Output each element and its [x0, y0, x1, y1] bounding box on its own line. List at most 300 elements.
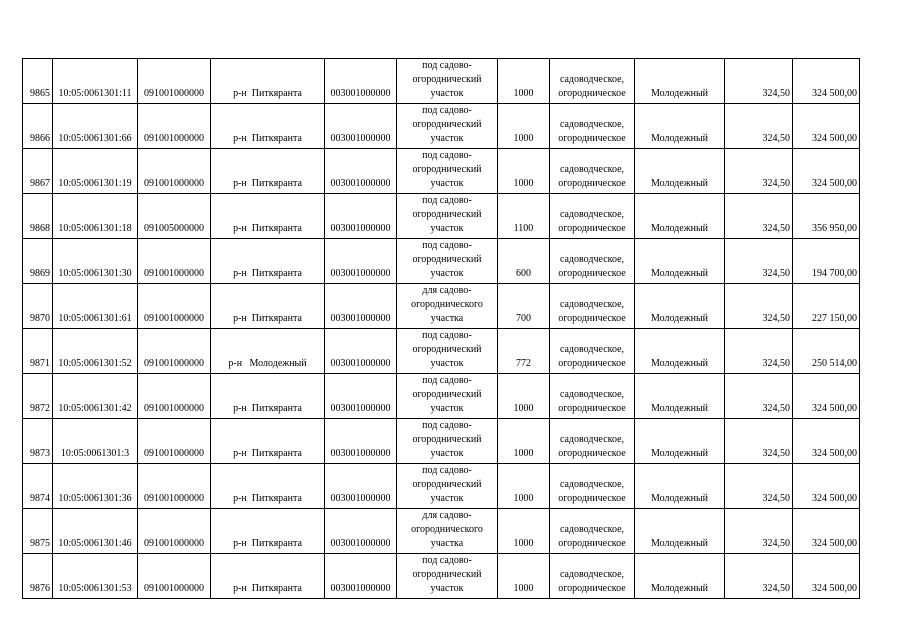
okato-code-cell [325, 374, 397, 419]
table-row [23, 374, 860, 419]
plot-area: 1000 [513, 583, 534, 594]
purpose-line-1: под садово- [422, 240, 472, 251]
okato-code: 003001000000 [330, 403, 391, 414]
value-cell [793, 59, 860, 104]
zone-cell [635, 419, 725, 464]
land-use-cell [550, 509, 635, 554]
zone-cell [635, 239, 725, 284]
purpose-line-2: огороднический [412, 479, 482, 490]
plot-area-cell [498, 194, 550, 239]
row-number: 9869 [30, 268, 50, 279]
land-use-line-1: садоводческое, [559, 299, 625, 310]
cadastral-value: 324 500,00 [812, 493, 857, 504]
zone-name: Молодежный [650, 268, 709, 279]
territory-code-cell [138, 329, 211, 374]
zone-cell [635, 509, 725, 554]
cadastral-rate: 324,50 [762, 358, 790, 369]
purpose-cell [397, 554, 498, 599]
row-number-cell [23, 104, 53, 149]
land-registry-table [22, 58, 860, 599]
table-row [23, 419, 860, 464]
land-use-line-1: садоводческое, [559, 434, 625, 445]
land-use-line-1: садоводческое, [559, 344, 625, 355]
purpose-line-1: под садово- [422, 105, 472, 116]
row-number-cell [23, 329, 53, 374]
purpose-line-1: под садово- [422, 465, 472, 476]
territory-code: 091001000000 [144, 403, 204, 414]
land-use-cell [550, 149, 635, 194]
cadastral-value: 194 700,00 [812, 268, 857, 279]
zone-name: Молодежный [650, 133, 709, 144]
purpose-line-3: участок [430, 268, 464, 279]
plot-area-cell [498, 284, 550, 329]
cadastral-number-cell [53, 194, 138, 239]
row-number: 9872 [30, 403, 50, 414]
purpose-line-2: огороднический [412, 434, 482, 445]
district-cell [211, 419, 325, 464]
cadastral-number: 10:05:0061301:52 [58, 358, 132, 369]
purpose-line-1: под садово- [422, 195, 472, 206]
plot-area: 1100 [513, 223, 534, 234]
purpose-line-3: участок [430, 133, 464, 144]
land-use-line-2: огородническое [558, 448, 626, 459]
territory-code-cell [138, 509, 211, 554]
district-cell [211, 374, 325, 419]
value-cell [793, 149, 860, 194]
okato-code: 003001000000 [330, 268, 391, 279]
cadastral-rate: 324,50 [762, 178, 790, 189]
cadastral-number: 10:05:0061301:61 [58, 313, 132, 324]
cadastral-value: 324 500,00 [812, 178, 857, 189]
okato-code: 003001000000 [330, 538, 391, 549]
cadastral-number: 10:05:0061301:46 [58, 538, 132, 549]
land-use-line-1: садоводческое, [559, 524, 625, 535]
district-name: р-н Питкяранта [233, 178, 302, 189]
purpose-line-1: под садово- [422, 60, 472, 71]
territory-code: 091001000000 [144, 448, 204, 459]
plot-area-cell [498, 509, 550, 554]
purpose-line-1: под садово- [422, 555, 472, 566]
purpose-cell [397, 419, 498, 464]
land-use-line-1: садоводческое, [559, 164, 625, 175]
purpose-cell [397, 104, 498, 149]
cadastral-value: 356 950,00 [812, 223, 857, 234]
okato-code-cell [325, 149, 397, 194]
cadastral-rate: 324,50 [762, 313, 790, 324]
purpose-cell [397, 59, 498, 104]
district-cell [211, 554, 325, 599]
district-cell [211, 464, 325, 509]
zone-name: Молодежный [650, 178, 709, 189]
cadastral-number-cell [53, 374, 138, 419]
cadastral-value: 324 500,00 [812, 583, 857, 594]
district-name: р-н Питкяранта [233, 133, 302, 144]
value-cell [793, 239, 860, 284]
row-number-cell [23, 59, 53, 104]
purpose-cell [397, 374, 498, 419]
plot-area-cell [498, 329, 550, 374]
land-use-line-2: огородническое [558, 403, 626, 414]
row-number-cell [23, 509, 53, 554]
rate-cell [725, 509, 793, 554]
district-name: р-н Молодежный [228, 358, 307, 369]
purpose-line-1: для садово- [422, 510, 472, 521]
cadastral-number-cell [53, 104, 138, 149]
district-name: р-н Питкяранта [233, 403, 302, 414]
table-row [23, 104, 860, 149]
land-use-line-2: огородническое [558, 313, 626, 324]
purpose-line-1: под садово- [422, 375, 472, 386]
plot-area: 1000 [513, 88, 534, 99]
row-number-cell [23, 464, 53, 509]
cadastral-rate: 324,50 [762, 448, 790, 459]
territory-code-cell [138, 419, 211, 464]
okato-code-cell [325, 284, 397, 329]
plot-area-cell [498, 149, 550, 194]
purpose-line-3: участок [430, 223, 464, 234]
land-use-line-2: огородническое [558, 178, 626, 189]
zone-cell [635, 464, 725, 509]
value-cell [793, 419, 860, 464]
plot-area: 1000 [513, 448, 534, 459]
land-use-cell [550, 284, 635, 329]
purpose-cell [397, 149, 498, 194]
land-use-cell [550, 554, 635, 599]
land-use-line-2: огородническое [558, 583, 626, 594]
purpose-line-2: огороднический [412, 209, 482, 220]
row-number-cell [23, 374, 53, 419]
district-cell [211, 284, 325, 329]
cadastral-number: 10:05:0061301:3 [60, 448, 130, 459]
land-use-cell [550, 194, 635, 239]
cadastral-rate: 324,50 [762, 583, 790, 594]
territory-code: 091005000000 [144, 223, 204, 234]
value-cell [793, 329, 860, 374]
territory-code: 091001000000 [144, 133, 204, 144]
land-use-line-2: огородническое [558, 223, 626, 234]
cadastral-rate: 324,50 [762, 403, 790, 414]
plot-area: 1000 [513, 403, 534, 414]
table-row [23, 194, 860, 239]
land-use-cell [550, 239, 635, 284]
cadastral-number-cell [53, 509, 138, 554]
row-number: 9875 [30, 538, 50, 549]
plot-area: 1000 [513, 493, 534, 504]
cadastral-number: 10:05:0061301:18 [58, 223, 132, 234]
okato-code: 003001000000 [330, 178, 391, 189]
district-name: р-н Питкяранта [233, 313, 302, 324]
okato-code: 003001000000 [330, 448, 391, 459]
value-cell [793, 194, 860, 239]
purpose-cell [397, 194, 498, 239]
territory-code: 091001000000 [144, 178, 204, 189]
land-use-line-2: огородническое [558, 268, 626, 279]
zone-cell [635, 374, 725, 419]
rate-cell [725, 149, 793, 194]
zone-name: Молодежный [650, 313, 709, 324]
table-row [23, 149, 860, 194]
territory-code: 091001000000 [144, 313, 204, 324]
district-cell [211, 509, 325, 554]
land-use-line-1: садоводческое, [559, 209, 625, 220]
territory-code-cell [138, 284, 211, 329]
purpose-line-3: участок [430, 403, 464, 414]
rate-cell [725, 284, 793, 329]
zone-name: Молодежный [650, 88, 709, 99]
territory-code-cell [138, 194, 211, 239]
rate-cell [725, 554, 793, 599]
okato-code: 003001000000 [330, 133, 391, 144]
okato-code-cell [325, 464, 397, 509]
territory-code: 091001000000 [144, 538, 204, 549]
territory-code: 091001000000 [144, 358, 204, 369]
cadastral-value: 227 150,00 [812, 313, 857, 324]
plot-area-cell [498, 554, 550, 599]
land-use-line-1: садоводческое, [559, 479, 625, 490]
row-number: 9868 [30, 223, 50, 234]
district-name: р-н Питкяранта [233, 448, 302, 459]
row-number: 9871 [30, 358, 50, 369]
rate-cell [725, 464, 793, 509]
zone-cell [635, 284, 725, 329]
okato-code-cell [325, 419, 397, 464]
district-name: р-н Питкяранта [233, 223, 302, 234]
okato-code-cell [325, 329, 397, 374]
land-use-line-2: огородническое [558, 358, 626, 369]
plot-area-cell [498, 239, 550, 284]
table-row [23, 59, 860, 104]
purpose-line-1: под садово- [422, 150, 472, 161]
purpose-line-3: участок [430, 178, 464, 189]
cadastral-number: 10:05:0061301:66 [58, 133, 132, 144]
okato-code: 003001000000 [330, 358, 391, 369]
zone-name: Молодежный [650, 493, 709, 504]
row-number-cell [23, 419, 53, 464]
row-number: 9865 [30, 88, 50, 99]
purpose-line-3: участка [430, 538, 464, 549]
territory-code-cell [138, 554, 211, 599]
plot-area: 700 [516, 313, 531, 324]
row-number-cell [23, 239, 53, 284]
table-row [23, 239, 860, 284]
zone-cell [635, 149, 725, 194]
land-use-line-2: огородническое [558, 538, 626, 549]
row-number-cell [23, 149, 53, 194]
purpose-line-2: огороднический [412, 119, 482, 130]
zone-name: Молодежный [650, 358, 709, 369]
purpose-line-2: огороднический [412, 74, 482, 85]
district-name: р-н Питкяранта [233, 538, 302, 549]
purpose-line-2: огороднический [412, 254, 482, 265]
territory-code-cell [138, 374, 211, 419]
table-row [23, 464, 860, 509]
okato-code-cell [325, 59, 397, 104]
land-use-line-1: садоводческое, [559, 74, 625, 85]
plot-area: 772 [516, 358, 531, 369]
land-use-cell [550, 104, 635, 149]
value-cell [793, 284, 860, 329]
rate-cell [725, 239, 793, 284]
land-use-line-2: огородническое [558, 133, 626, 144]
zone-cell [635, 329, 725, 374]
okato-code-cell [325, 194, 397, 239]
district-cell [211, 59, 325, 104]
purpose-cell [397, 464, 498, 509]
cadastral-number-cell [53, 419, 138, 464]
rate-cell [725, 329, 793, 374]
purpose-line-3: участок [430, 358, 464, 369]
okato-code-cell [325, 239, 397, 284]
territory-code: 091001000000 [144, 493, 204, 504]
row-number-cell [23, 194, 53, 239]
row-number-cell [23, 554, 53, 599]
land-use-line-1: садоводческое, [559, 119, 625, 130]
land-use-cell [550, 329, 635, 374]
cadastral-number-cell [53, 329, 138, 374]
purpose-line-2: огороднического [411, 524, 483, 535]
cadastral-rate: 324,50 [762, 493, 790, 504]
territory-code-cell [138, 104, 211, 149]
purpose-line-2: огороднический [412, 389, 482, 400]
rate-cell [725, 104, 793, 149]
cadastral-value: 324 500,00 [812, 538, 857, 549]
zone-cell [635, 554, 725, 599]
purpose-line-2: огороднический [412, 164, 482, 175]
rate-cell [725, 59, 793, 104]
plot-area-cell [498, 104, 550, 149]
rate-cell [725, 419, 793, 464]
plot-area-cell [498, 419, 550, 464]
land-use-cell [550, 59, 635, 104]
value-cell [793, 374, 860, 419]
zone-name: Молодежный [650, 448, 709, 459]
row-number: 9866 [30, 133, 50, 144]
zone-cell [635, 194, 725, 239]
land-use-line-2: огородническое [558, 88, 626, 99]
cadastral-number-cell [53, 239, 138, 284]
purpose-cell [397, 284, 498, 329]
plot-area: 600 [516, 268, 531, 279]
plot-area: 1000 [513, 133, 534, 144]
plot-area: 1000 [513, 538, 534, 549]
cadastral-number: 10:05:0061301:42 [58, 403, 132, 414]
purpose-cell [397, 239, 498, 284]
table-row [23, 554, 860, 599]
cadastral-number-cell [53, 464, 138, 509]
district-name: р-н Питкяранта [233, 493, 302, 504]
row-number: 9867 [30, 178, 50, 189]
cadastral-number-cell [53, 284, 138, 329]
table-row [23, 284, 860, 329]
cadastral-value: 324 500,00 [812, 133, 857, 144]
cadastral-value: 324 500,00 [812, 448, 857, 459]
cadastral-number: 10:05:0061301:36 [58, 493, 132, 504]
value-cell [793, 104, 860, 149]
row-number-cell [23, 284, 53, 329]
okato-code-cell [325, 104, 397, 149]
cadastral-value: 324 500,00 [812, 403, 857, 414]
district-name: р-н Питкяранта [233, 268, 302, 279]
territory-code-cell [138, 464, 211, 509]
okato-code-cell [325, 554, 397, 599]
zone-cell [635, 59, 725, 104]
cadastral-rate: 324,50 [762, 88, 790, 99]
purpose-line-3: участок [430, 583, 464, 594]
value-cell [793, 464, 860, 509]
zone-name: Молодежный [650, 538, 709, 549]
purpose-line-3: участок [430, 88, 464, 99]
purpose-line-2: огороднический [412, 569, 482, 580]
land-use-line-1: садоводческое, [559, 389, 625, 400]
district-cell [211, 104, 325, 149]
okato-code: 003001000000 [330, 583, 391, 594]
plot-area-cell [498, 464, 550, 509]
district-cell [211, 194, 325, 239]
purpose-line-2: огороднического [411, 299, 483, 310]
row-number: 9870 [30, 313, 50, 324]
purpose-line-1: для садово- [422, 285, 472, 296]
purpose-cell [397, 329, 498, 374]
rate-cell [725, 194, 793, 239]
land-use-line-1: садоводческое, [559, 569, 625, 580]
purpose-line-3: участка [430, 313, 464, 324]
purpose-line-1: под садово- [422, 420, 472, 431]
land-use-line-2: огородническое [558, 493, 626, 504]
purpose-line-2: огороднический [412, 344, 482, 355]
cadastral-number: 10:05:0061301:30 [58, 268, 132, 279]
cadastral-value: 324 500,00 [812, 88, 857, 99]
value-cell [793, 509, 860, 554]
okato-code: 003001000000 [330, 493, 391, 504]
okato-code: 003001000000 [330, 313, 391, 324]
cadastral-number-cell [53, 554, 138, 599]
territory-code-cell [138, 149, 211, 194]
zone-cell [635, 104, 725, 149]
okato-code: 003001000000 [330, 223, 391, 234]
cadastral-rate: 324,50 [762, 223, 790, 234]
cadastral-value: 250 514,00 [812, 358, 857, 369]
value-cell [793, 554, 860, 599]
land-use-cell [550, 419, 635, 464]
territory-code-cell [138, 239, 211, 284]
district-name: р-н Питкяранта [233, 583, 302, 594]
district-cell [211, 149, 325, 194]
okato-code: 003001000000 [330, 88, 391, 99]
registry-body [23, 59, 860, 599]
zone-name: Молодежный [650, 583, 709, 594]
row-number: 9876 [30, 583, 50, 594]
land-use-cell [550, 374, 635, 419]
district-cell [211, 329, 325, 374]
cadastral-number: 10:05:0061301:11 [58, 88, 132, 99]
table-row [23, 509, 860, 554]
row-number: 9874 [30, 493, 50, 504]
cadastral-rate: 324,50 [762, 133, 790, 144]
row-number: 9873 [30, 448, 50, 459]
cadastral-number-cell [53, 59, 138, 104]
zone-name: Молодежный [650, 403, 709, 414]
purpose-line-3: участок [430, 493, 464, 504]
district-cell [211, 239, 325, 284]
plot-area-cell [498, 374, 550, 419]
table-row [23, 329, 860, 374]
cadastral-number: 10:05:0061301:19 [58, 178, 132, 189]
purpose-line-3: участок [430, 448, 464, 459]
plot-area-cell [498, 59, 550, 104]
land-use-cell [550, 464, 635, 509]
territory-code: 091001000000 [144, 583, 204, 594]
land-use-line-1: садоводческое, [559, 254, 625, 265]
